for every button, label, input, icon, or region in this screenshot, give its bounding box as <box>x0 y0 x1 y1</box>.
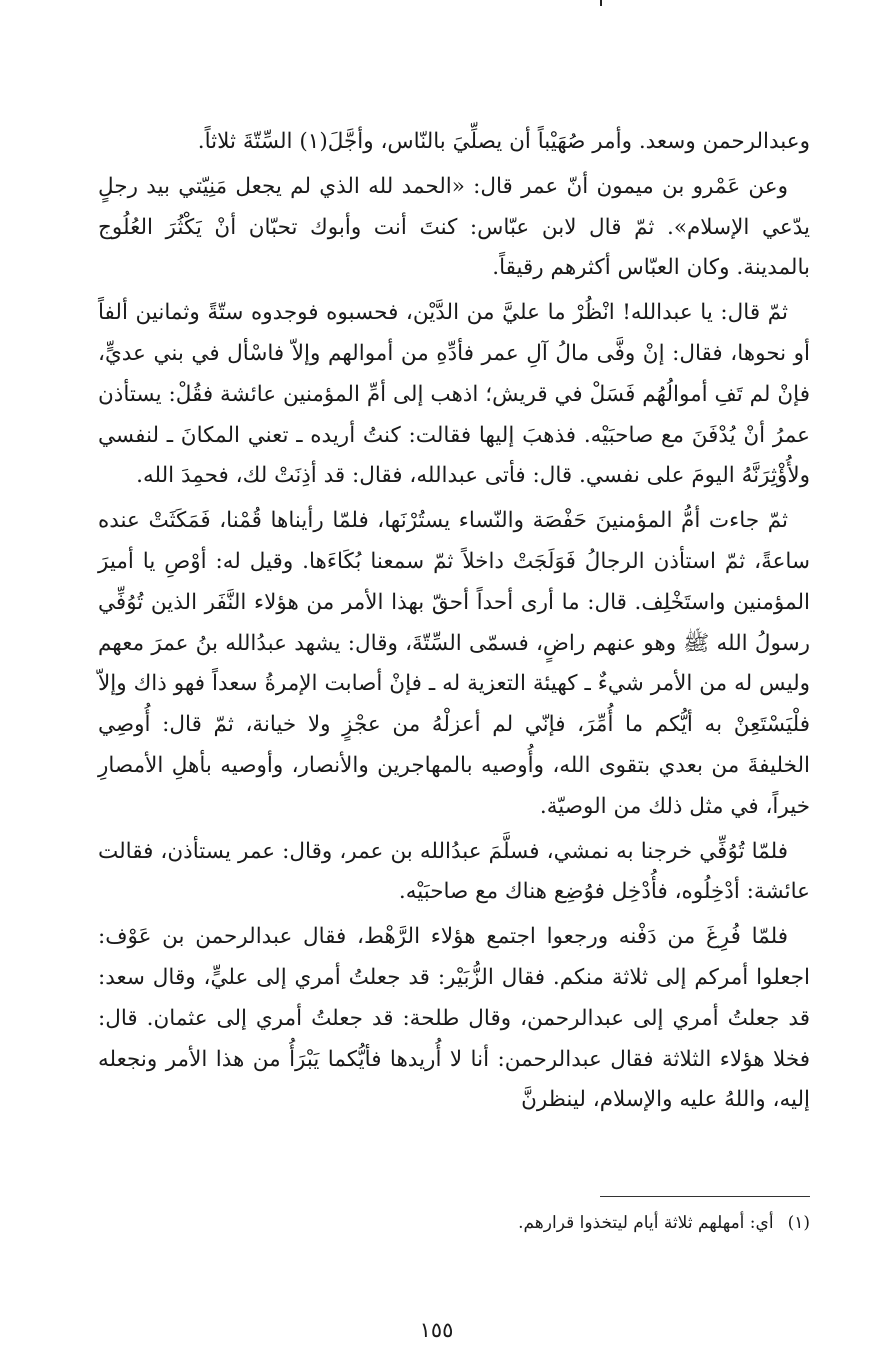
page-number: ١٥٥ <box>419 1318 454 1342</box>
paragraph: وعبدالرحمن وسعد. وأمر صُهَيْباً أن يصلِّيَ بالنّاس، وأجَّلَ(١) السِّتّةَ ثلاثاً. <box>197 129 810 154</box>
footnote <box>98 1209 810 1237</box>
scan-mark <box>600 0 602 6</box>
paragraph: فلمّا فُرِغَ من دَفْنه ورجعوا اجتمع هؤلاء الرَّهْط، فقال عبدالرحمن بن عَوْف: اجعلوا أمركم إلى ثلاثة منكم. فقال الزُّبَيْر: قد جعلتُ أمري إلى عليٍّ، وقال سعد: قد جعلتُ أمري إلى عبدالرحمن، وقال طلحة: قد جعلتُ أمري إلى عثمان. قال: فخلا هؤلاء الثلاثة فقال عبدالرحمن: أنا لا أُريدها فأيُّكما يَبْرَأُ من هذا الأمر ونجعله إليه، واللهُ عليه والإسلام، لينظرنَّ <box>98 924 810 1113</box>
paragraph: وعن عَمْرو بن ميمون أنّ عمر قال: «الحمد لله الذي لم يجعل مَنِيّتي بيد رجلٍ يدّعي الإسلام». ثمّ قال لابن عبّاس: كنتَ أنت وأبوك تحبّان أنْ يَكْثُرَ العُلُوج بالمدينة. وكان العبّاس أكثرهم رقيقاً. <box>98 173 810 281</box>
footnote-divider <box>600 1196 810 1197</box>
main-text <box>98 122 810 1125</box>
paragraph: فلمّا تُوُفِّي خرجنا به نمشي، فسلَّمَ عبدُالله بن عمر، وقال: عمر يستأذن، فقالت عائشة: أدْخِلُوه، فأُدْخِل فوُضِع هناك مع صاحبَيْه. <box>98 838 810 905</box>
footnote-text: أي: أمهلهم ثلاثة أيام ليتخذوا قرارهم. <box>518 1213 774 1233</box>
footnote-number: (١) <box>787 1213 810 1233</box>
paragraph: ثمّ قال: يا عبدالله! انْظُرْ ما عليَّ من الدَّيْن، فحسبوه فوجدوه ستّةً وثمانين ألفاً أو نحوها، فقال: إنْ وفَّى مالُ آلِ عمر فأدِّهِ من أموالهم وإلاّ فاسْأل في بني عديٍّ، فإنْ لم تَفِ أموالُهُم فَسَلْ في قريش؛ اذهب إلى أمِّ المؤمنين عائشة فقُلْ: يستأذن عمرُ أنْ يُدْفَنَ مع صاحبَيْه. فذهبَ إليها فقالت: كنتُ أريده ـ تعني المكانَ ـ لنفسي ولأُؤْثِرَنَّهُ اليومَ على نفسي. قال: فأتى عبدالله، فقال: قد أذِنَتْ لك، فحمِدَ الله. <box>98 300 810 489</box>
paragraph: ثمّ جاءت أمُّ المؤمنينَ حَفْصَة والنّساء يستُرْنَها، فلمّا رأيناها قُمْنا، فَمَكَثَتْ عنده ساعةً، ثمّ استأذن الرجالُ فَوَلَجَتْ داخلاً ثمّ سمعنا بُكَاءَها. وقيل له: أوْصِ يا أميرَ المؤمنين واستَخْلِف. قال: ما أرى أحداً أحقّ بهذا الأمر من هؤلاء النَّفَر الذين تُوُفِّي رسولُ الله ﷺ وهو عنهم راضٍ، فسمّى السِّتّةَ، وقال: يشهد عبدُالله بنُ عمرَ معهم وليس له من الأمر شيءٌ ـ كهيئة التعزية له ـ فإنْ أصابت الإمرةُ سعداً فهو ذاك وإلاّ فلْيَسْتَعِنْ به أيُّكم ما أُمِّرَ، فإنّي لم أعزلْهُ من عجْزٍ ولا خيانة، ثمّ قال: أُوصِي الخليفةَ من بعدي بتقوى الله، وأُوصيه بالمهاجرين والأنصار، وأوصيه بأهلِ الأمصارِ خيراً، في مثل ذلك من الوصيّة. <box>98 508 810 819</box>
